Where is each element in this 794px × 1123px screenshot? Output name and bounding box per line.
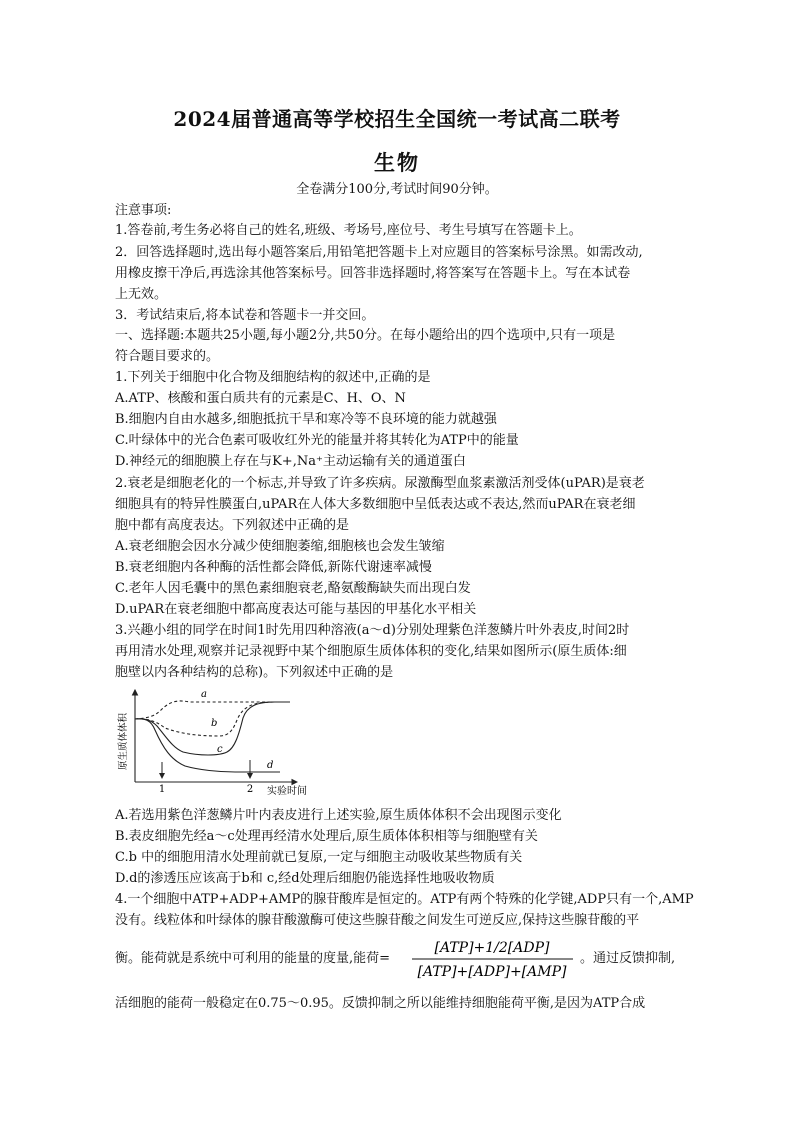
notice-heading: 注意事项: <box>115 203 172 218</box>
question-1-option-b: B.细胞内自由水越多,细胞抵抗干旱和寒冷等不良环境的能力就越强 <box>115 412 497 427</box>
question-1-option-d: D.神经元的细胞膜上存在与K+,Na⁺主动运输有关的通道蛋白 <box>115 454 466 469</box>
question-3-option-b: B.表皮细胞先经a～c处理再经清水处理后,原生质体体积相等与细胞壁有关 <box>115 829 538 844</box>
exam-title: 2024届普通高等学校招生全国统一考试高二联考 <box>173 107 621 131</box>
energy-charge-fraction <box>410 936 575 982</box>
tick-2: 2 <box>246 784 254 795</box>
question-2-option-b: B.衰老细胞内各种酶的活性都会降低,新陈代谢速率减慢 <box>115 560 432 575</box>
section-heading-line-1: 一、选择题:本题共25小题,每小题2分,共50分。在每小题给出的四个选项中,只有一项是 <box>115 328 616 343</box>
notice-item-2-line-3: 上无效。 <box>115 287 168 302</box>
question-2-stem-line-3: 胞中都有高度表达。下列叙述中正确的是 <box>115 518 350 533</box>
question-4-formula-tail: 。通过反馈抑制, <box>580 951 676 966</box>
question-3-option-a: A.若选用紫色洋葱鳞片叶内表皮进行上述实验,原生质体体积不会出现图示变化 <box>115 808 562 823</box>
question-1-option-c: C.叶绿体中的光合色素可吸收红外光的能量并将其转化为ATP中的能量 <box>115 433 519 448</box>
notice-item-2-line-2: 用橡皮擦干净后,再选涂其他答案标号。回答非选择题时,将答案写在答题卡上。写在本试卷 <box>115 266 631 281</box>
question-3-option-c: C.b 中的细胞用清水处理前就已复原,一定与细胞主动吸收某些物质有关 <box>115 850 523 865</box>
section-heading-line-2: 符合题目要求的。 <box>115 349 220 364</box>
question-2-option-c: C.老年人因毛囊中的黑色素细胞衰老,酪氨酸酶缺失而出现白发 <box>115 581 471 596</box>
curve-a-label: a <box>201 689 207 700</box>
question-4-stem-line-2: 没有。线粒体和叶绿体的腺苷酸激酶可使这些腺苷酸之间发生可逆反应,保持这些腺苷酸的平 <box>115 913 640 928</box>
notice-item-1: 1.答卷前,考生务必将自己的姓名,班级、考场号,座位号、考生号填写在答题卡上。 <box>115 223 582 238</box>
subject-title: 生物 <box>374 150 420 175</box>
curve-d-label: d <box>267 760 274 771</box>
question-4-formula-lead: 衡。能荷就是系统中可利用的能量的度量,能荷= <box>115 951 391 966</box>
question-4-stem-line-4: 活细胞的能荷一般稳定在0.75～0.95。反馈抑制之所以能维持细胞能荷平衡,是因为ATP合成 <box>115 996 646 1011</box>
question-1-stem: 1.下列关于细胞中化合物及细胞结构的叙述中,正确的是 <box>115 370 431 385</box>
x-axis-label: 实验时间 <box>267 786 307 797</box>
question-2-option-a: A.衰老细胞会因水分减少使细胞萎缩,细胞核也会发生皱缩 <box>115 539 445 554</box>
curve-d <box>135 719 280 772</box>
exam-info: 全卷满分100分,考试时间90分钟。 <box>296 182 498 197</box>
question-3-stem-line-2: 再用清水处理,观察并记录视野中某个细胞原生质体体积的变化,结果如图所示(原生质体:细 <box>115 644 627 659</box>
question-3-stem-line-1: 3.兴趣小组的同学在时间1时先用四种溶液(a～d)分别处理紫色洋葱鳞片叶外表皮,时间2时 <box>115 623 630 638</box>
curve-b-label: b <box>211 718 218 729</box>
curve-a <box>135 701 290 719</box>
fraction-numerator: [ATP]+1/2[ADP] <box>434 940 550 956</box>
tick-1: 1 <box>158 784 166 795</box>
question-3-option-d: D.d的渗透压应该高于b和 c,经d处理后细胞仍能选择性地吸收物质 <box>115 871 495 886</box>
fraction-denominator: [ATP]+[ADP]+[AMP] <box>417 964 567 980</box>
y-axis-label: 原生质体体积 <box>118 712 129 770</box>
protoplast-volume-figure <box>115 686 307 797</box>
question-3-stem-line-3: 胞壁以内各种结构的总称)。下列叙述中正确的是 <box>115 665 394 680</box>
notice-item-3: 3．考试结束后,将本试卷和答题卡一并交回。 <box>115 308 375 323</box>
question-2-option-d: D.uPAR在衰老细胞中都高度表达可能与基因的甲基化水平相关 <box>115 602 477 617</box>
question-2-stem-line-1: 2.衰老是细胞老化的一个标志,并导致了许多疾病。尿激酶型血浆素激活剂受体(uPAR)是衰老 <box>115 476 645 491</box>
question-4-stem-line-1: 4.一个细胞中ATP+ADP+AMP的腺苷酸库是恒定的。ATP有两个特殊的化学键,ADP只有一个,AMP <box>115 892 694 907</box>
notice-item-2-line-1: 2．回答选择题时,选出每小题答案后,用铅笔把答题卡上对应题目的答案标号涂黑。如需改动, <box>115 245 643 260</box>
question-1-option-a: A.ATP、核酸和蛋白质共有的元素是C、H、O、N <box>115 391 406 406</box>
curve-c-label: c <box>217 744 223 755</box>
question-2-stem-line-2: 细胞具有的特异性膜蛋白,uPAR在人体大多数细胞中呈低表达或不表达,然而uPAR在衰老细 <box>115 497 636 512</box>
